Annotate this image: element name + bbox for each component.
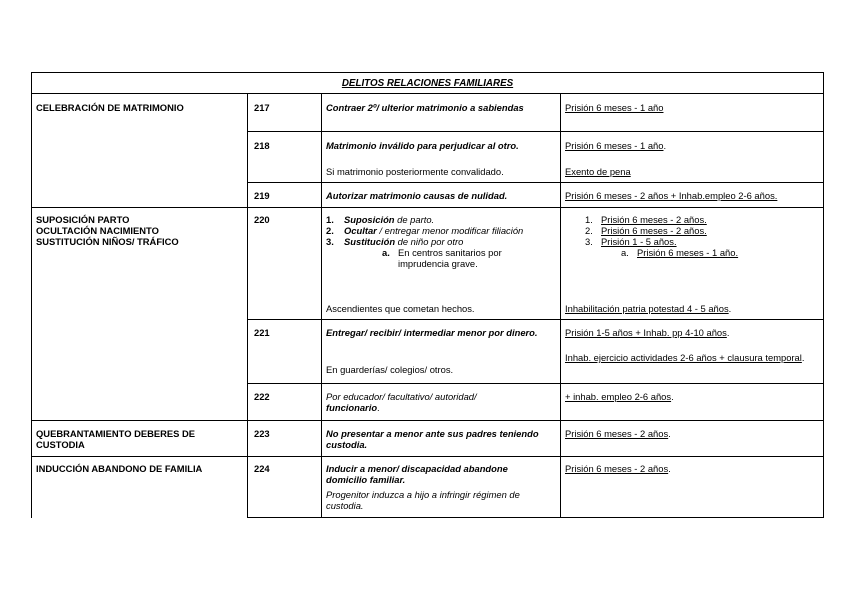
conduct-217: Contraer 2º/ ulterior matrimonio a sabiendas [326, 102, 524, 113]
penalty-222: + inhab. empleo 2-6 años. [565, 391, 674, 402]
row-divider [247, 131, 824, 132]
penalty-text: Prisión 1-5 años + Inhab. pp 4-10 años [565, 327, 727, 338]
item-text: de niño por otro [395, 236, 464, 247]
article-number: 217 [254, 102, 270, 113]
list-number: 3. [326, 236, 334, 247]
sub-list-letter: a. [621, 247, 629, 258]
conduct-218: Matrimonio inválido para perjudicar al otro. [326, 140, 519, 151]
list-number: 1. [585, 214, 593, 225]
sub-list-letter: a. [382, 247, 390, 258]
category-induccion: INDUCCIÓN ABANDONO DE FAMILIA [36, 463, 203, 474]
penalty-text: Prisión 1 - 5 años. [601, 236, 677, 247]
table-border-right [823, 72, 824, 518]
col-divider-2 [321, 93, 322, 518]
article-number: 221 [254, 327, 270, 338]
sub-list-item [326, 247, 528, 269]
row-divider [31, 456, 824, 457]
article-number: 219 [254, 190, 270, 201]
penalty-text: Prisión 6 meses - 2 años [565, 463, 669, 474]
penalty-text: Inhab. ejercicio actividades 2-6 años + clausura temporal [565, 352, 802, 363]
article-number: 222 [254, 391, 270, 402]
item-keyword: Sustitución [344, 236, 396, 247]
penalty-220-inhab: Inhabilitación patria potestad 4 - 5 años. [565, 303, 732, 314]
sub-list-item [565, 247, 820, 258]
category-suposicion [36, 214, 244, 247]
category-line: OCULTACIÓN NACIMIENTO [36, 225, 159, 236]
category-quebrantamiento: QUEBRANTAMIENTO DEBERES DE CUSTODIA [36, 428, 196, 450]
conduct-220-list [326, 214, 558, 269]
penalty-223: Prisión 6 meses - 2 años. [565, 428, 671, 439]
penalty-text: Prisión 6 meses - 2 años. [601, 225, 707, 236]
sub-item-text: En centros sanitarios por imprudencia grave. [398, 247, 502, 269]
row-divider [247, 383, 824, 384]
category-line: SUPOSICIÓN PARTO [36, 214, 130, 225]
list-number: 2. [585, 225, 593, 236]
row-divider [247, 182, 824, 183]
row-divider [247, 319, 824, 320]
article-number: 218 [254, 140, 270, 151]
penalty-220-list [565, 214, 820, 258]
conduct-221: Entregar/ recibir/ intermediar menor por dinero. [326, 327, 538, 338]
col-divider-3 [560, 93, 561, 518]
conduct-224: Inducir a menor/ discapacidad abandone domicilio familiar. [326, 463, 508, 485]
penalty-text: Prisión 6 meses - 1 año. [637, 247, 739, 258]
item-text: de parto. [394, 214, 435, 225]
conduct-text: Por educador/ facultativo/ autoridad/ [326, 391, 477, 402]
table-title: DELITOS RELACIONES FAMILIARES [341, 78, 514, 89]
penalty-221: Prisión 1-5 años + Inhab. pp 4-10 años. [565, 327, 730, 338]
list-item [565, 225, 820, 236]
col-divider-1 [247, 93, 248, 518]
row-divider [31, 207, 824, 208]
list-item [326, 214, 558, 225]
article-number: 220 [254, 214, 270, 225]
title-divider [31, 93, 824, 94]
penalty-219: Prisión 6 meses - 2 años + Inhab.empleo 2-6 años. [565, 190, 778, 201]
list-number: 1. [326, 214, 334, 225]
item-keyword: Suposición [344, 214, 395, 225]
list-item [326, 236, 558, 247]
conduct-221-guarderias: En guarderías/ colegios/ otros. [326, 364, 454, 375]
conduct-224-progenitor: Progenitor induzca a hijo a infringir régimen de custodia. [326, 489, 520, 511]
conduct-223: No presentar a menor ante sus padres teniendo custodia. [326, 428, 539, 450]
article-number: 224 [254, 463, 270, 474]
list-number: 3. [585, 236, 593, 247]
penalty-221-clausura: Inhab. ejercicio actividades 2-6 años + clausura temporal. [565, 352, 805, 363]
item-keyword: Ocultar [344, 225, 377, 236]
row-divider [31, 420, 824, 421]
item-text: / entregar menor modificar filiación [376, 225, 524, 236]
conduct-219: Autorizar matrimonio causas de nulidad. [326, 190, 508, 201]
penalty-218: Prisión 6 meses - 1 año. [565, 140, 667, 151]
table-border-left [31, 72, 32, 518]
category-line: SUSTITUCIÓN NIÑOS/ TRÁFICO [36, 236, 179, 247]
penalty-text: + inhab. empleo 2-6 años [565, 391, 672, 402]
penalty-218-exento: Exento de pena [565, 166, 631, 177]
penalty-224: Prisión 6 meses - 2 años. [565, 463, 671, 474]
penalty-text: Prisión 6 meses - 2 años. [601, 214, 707, 225]
list-item [565, 236, 820, 247]
penalty-text: Prisión 6 meses - 2 años [565, 428, 669, 439]
conduct-218-convalidado: Si matrimonio posteriormente convalidado. [326, 166, 504, 177]
list-number: 2. [326, 225, 334, 236]
list-item [565, 214, 820, 225]
conduct-220-ascendientes: Ascendientes que cometan hechos. [326, 303, 475, 314]
conduct-text-bold: funcionario [326, 402, 378, 413]
penalty-218-text: Prisión 6 meses - 1 año [565, 140, 664, 151]
row-divider-bottom [247, 517, 824, 518]
list-item [326, 225, 558, 236]
table-border-top [31, 72, 824, 73]
conduct-222: Por educador/ facultativo/ autoridad/ funcionario. [326, 391, 477, 413]
article-number: 223 [254, 428, 270, 439]
category-celebracion: CELEBRACIÓN DE MATRIMONIO [36, 102, 184, 113]
penalty-217: Prisión 6 meses - 1 año [565, 102, 664, 113]
penalty-text: Inhabilitación patria potestad 4 - 5 años [565, 303, 729, 314]
